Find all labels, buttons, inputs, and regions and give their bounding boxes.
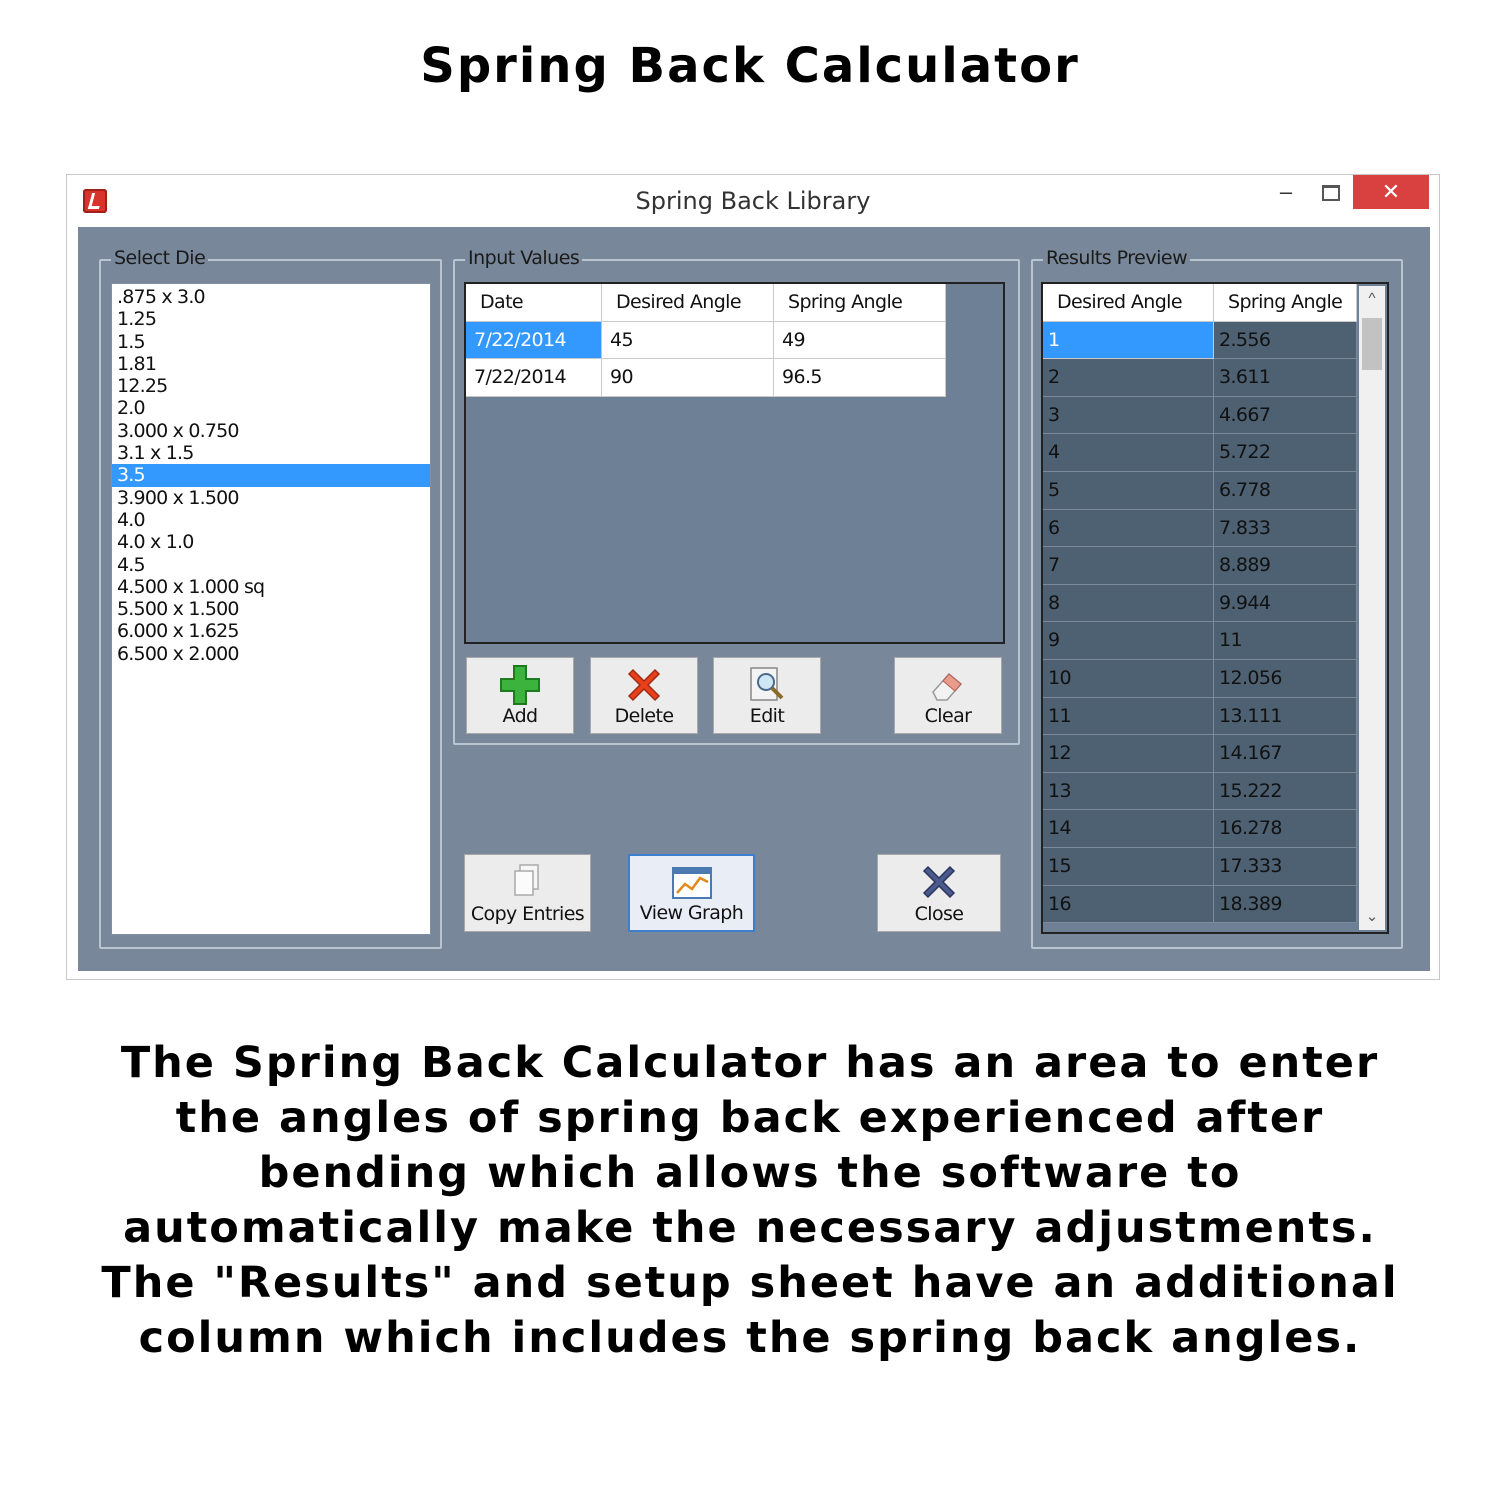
view-graph-button[interactable] — [628, 854, 755, 932]
spring-back-library-window — [66, 174, 1440, 980]
list-item[interactable]: 4.0 — [117, 508, 145, 531]
spring-angle-cell[interactable]: 12.056 — [1214, 660, 1357, 698]
desired-angle-cell[interactable]: 15 — [1043, 848, 1214, 886]
plus-icon — [499, 664, 541, 706]
spring-angle-cell[interactable]: 11 — [1214, 622, 1357, 660]
results-scrollbar[interactable] — [1359, 286, 1385, 930]
list-item[interactable]: 2.0 — [117, 397, 145, 420]
title-bar[interactable] — [67, 175, 1439, 227]
spring-angle-cell[interactable]: 3.611 — [1214, 359, 1357, 397]
scroll-down-icon[interactable]: ⌄ — [1365, 908, 1379, 925]
eraser-icon — [927, 664, 969, 706]
results-preview-label: Results Preview — [1043, 247, 1190, 269]
list-item[interactable]: 6.500 x 2.000 — [117, 642, 239, 665]
list-item[interactable]: 1.5 — [117, 330, 145, 353]
spring-angle-cell[interactable]: 18.389 — [1214, 886, 1357, 924]
spring-angle-cell[interactable]: 5.722 — [1214, 434, 1357, 472]
input-grid-header — [466, 284, 1003, 322]
list-item[interactable]: 3.900 x 1.500 — [117, 486, 239, 509]
list-item[interactable]: 4.0 x 1.0 — [117, 531, 194, 554]
spring-angle-cell[interactable]: 6.778 — [1214, 472, 1357, 510]
desired-angle-cell[interactable]: 45 — [602, 322, 774, 360]
list-item[interactable]: 3.000 x 0.750 — [117, 419, 239, 442]
list-item[interactable]: 5.500 x 1.500 — [117, 598, 239, 621]
list-item[interactable]: 1.25 — [117, 308, 157, 331]
spring-angle-cell[interactable]: 16.278 — [1214, 810, 1357, 848]
edit-button-label: Edit — [749, 705, 785, 727]
spring-angle-cell[interactable]: 13.111 — [1214, 698, 1357, 736]
spring-angle-cell[interactable]: 9.944 — [1214, 585, 1357, 623]
desired-angle-cell[interactable]: 3 — [1043, 397, 1214, 435]
table-row[interactable] — [1043, 698, 1387, 736]
list-item[interactable]: 1.81 — [117, 352, 157, 375]
table-row[interactable] — [1043, 510, 1387, 548]
add-button-label: Add — [502, 705, 538, 727]
desired-angle-cell[interactable]: 1 — [1043, 322, 1214, 360]
table-row[interactable] — [1043, 886, 1387, 924]
edit-button[interactable] — [713, 657, 821, 734]
select-die-group — [99, 247, 442, 949]
maximize-button[interactable] — [1309, 175, 1353, 209]
table-row[interactable] — [1043, 585, 1387, 623]
page-title: Spring Back Calculator — [420, 38, 1080, 94]
desired-angle-cell[interactable]: 10 — [1043, 660, 1214, 698]
spring-angle-cell[interactable]: 96.5 — [774, 359, 946, 397]
desired-angle-cell[interactable]: 4 — [1043, 434, 1214, 472]
date-cell[interactable]: 7/22/2014 — [466, 322, 602, 360]
spring-angle-cell[interactable]: 14.167 — [1214, 735, 1357, 773]
spring-angle-cell[interactable]: 4.667 — [1214, 397, 1357, 435]
table-row[interactable] — [1043, 622, 1387, 660]
spring-angle-cell[interactable]: 49 — [774, 322, 946, 360]
results-grid-header — [1043, 284, 1387, 322]
table-row[interactable] — [1043, 359, 1387, 397]
spring-angle-cell[interactable]: 8.889 — [1214, 547, 1357, 585]
table-row[interactable] — [466, 322, 1003, 360]
desired-angle-cell[interactable]: 90 — [602, 359, 774, 397]
table-row[interactable] — [1043, 773, 1387, 811]
add-button[interactable] — [466, 657, 574, 734]
graph-icon — [670, 862, 714, 904]
spring-angle-cell[interactable]: 17.333 — [1214, 848, 1357, 886]
copy-icon — [507, 861, 549, 903]
delete-button[interactable] — [590, 657, 698, 734]
desired-angle-cell[interactable]: 8 — [1043, 585, 1214, 623]
table-row[interactable] — [1043, 848, 1387, 886]
spring-angle-cell[interactable]: 15.222 — [1214, 773, 1357, 811]
table-row[interactable] — [466, 359, 1003, 397]
column-header-desired-angle[interactable]: Desired Angle — [602, 284, 774, 322]
column-header-date[interactable]: Date — [466, 284, 602, 322]
delete-button-label: Delete — [614, 705, 674, 727]
desired-angle-cell[interactable]: 13 — [1043, 773, 1214, 811]
list-item[interactable]: .875 x 3.0 — [117, 286, 205, 308]
table-row[interactable] — [1043, 660, 1387, 698]
window-title: Spring Back Library — [635, 187, 871, 215]
maximize-icon — [1322, 185, 1340, 201]
clear-button[interactable] — [894, 657, 1002, 734]
select-die-label: Select Die — [111, 247, 208, 269]
list-item[interactable]: 3.1 x 1.5 — [117, 442, 194, 465]
table-row[interactable] — [1043, 472, 1387, 510]
close-button[interactable] — [877, 854, 1001, 932]
list-item[interactable]: 3.5 — [112, 464, 430, 486]
copy-entries-button-label: Copy Entries — [470, 903, 585, 925]
spring-angle-cell[interactable]: 7.833 — [1214, 510, 1357, 548]
scroll-thumb[interactable] — [1362, 318, 1382, 370]
input-values-label: Input Values — [465, 247, 582, 269]
results-preview-group — [1031, 247, 1403, 949]
view-graph-button-label: View Graph — [639, 902, 744, 924]
close-window-button[interactable]: ✕ — [1353, 175, 1429, 209]
client-area — [78, 227, 1430, 971]
input-values-group — [453, 247, 1020, 745]
minimize-button[interactable]: – — [1279, 179, 1293, 204]
delete-x-icon — [623, 664, 665, 706]
desired-angle-cell[interactable]: 5 — [1043, 472, 1214, 510]
desired-angle-cell[interactable]: 12 — [1043, 735, 1214, 773]
desired-angle-cell[interactable]: 14 — [1043, 810, 1214, 848]
description-text: The Spring Back Calculator has an area to enter the angles of spring back experienced after bending which allows the software to automatically make the necessary adjustments. The "Results" and setup sheet have an additional column which includes the spring back angles. — [101, 1038, 1399, 1363]
column-header-desired-angle[interactable]: Desired Angle — [1043, 284, 1214, 322]
scroll-up-icon[interactable]: ^ — [1368, 290, 1376, 307]
edit-magnifier-icon — [746, 664, 788, 706]
die-listbox[interactable] — [111, 283, 431, 935]
table-row[interactable] — [1043, 735, 1387, 773]
desired-angle-cell[interactable]: 11 — [1043, 698, 1214, 736]
table-row[interactable] — [1043, 434, 1387, 472]
results-body — [1043, 322, 1387, 924]
column-header-spring-angle[interactable]: Spring Angle — [774, 284, 946, 322]
close-button-label: Close — [914, 903, 964, 925]
desired-angle-cell[interactable]: 2 — [1043, 359, 1214, 397]
list-item[interactable]: 6.000 x 1.625 — [117, 620, 239, 643]
desired-angle-cell[interactable]: 16 — [1043, 886, 1214, 924]
spring-angle-cell[interactable]: 2.556 — [1214, 322, 1357, 360]
list-item[interactable]: 12.25 — [117, 375, 168, 398]
results-preview-grid[interactable] — [1041, 282, 1389, 934]
copy-entries-button[interactable] — [464, 854, 591, 932]
desired-angle-cell[interactable]: 9 — [1043, 622, 1214, 660]
clear-button-label: Clear — [924, 705, 972, 727]
desired-angle-cell[interactable]: 7 — [1043, 547, 1214, 585]
desired-angle-cell[interactable]: 6 — [1043, 510, 1214, 548]
table-row[interactable] — [1043, 397, 1387, 435]
date-cell[interactable]: 7/22/2014 — [466, 359, 602, 397]
input-values-grid[interactable] — [464, 282, 1005, 644]
table-row[interactable] — [1043, 810, 1387, 848]
close-x-icon — [918, 861, 960, 903]
column-header-spring-angle[interactable]: Spring Angle — [1214, 284, 1357, 322]
list-item[interactable]: 4.500 x 1.000 sq — [117, 575, 265, 598]
table-row[interactable] — [1043, 547, 1387, 585]
list-item[interactable]: 4.5 — [117, 553, 145, 576]
table-row[interactable] — [1043, 322, 1387, 360]
